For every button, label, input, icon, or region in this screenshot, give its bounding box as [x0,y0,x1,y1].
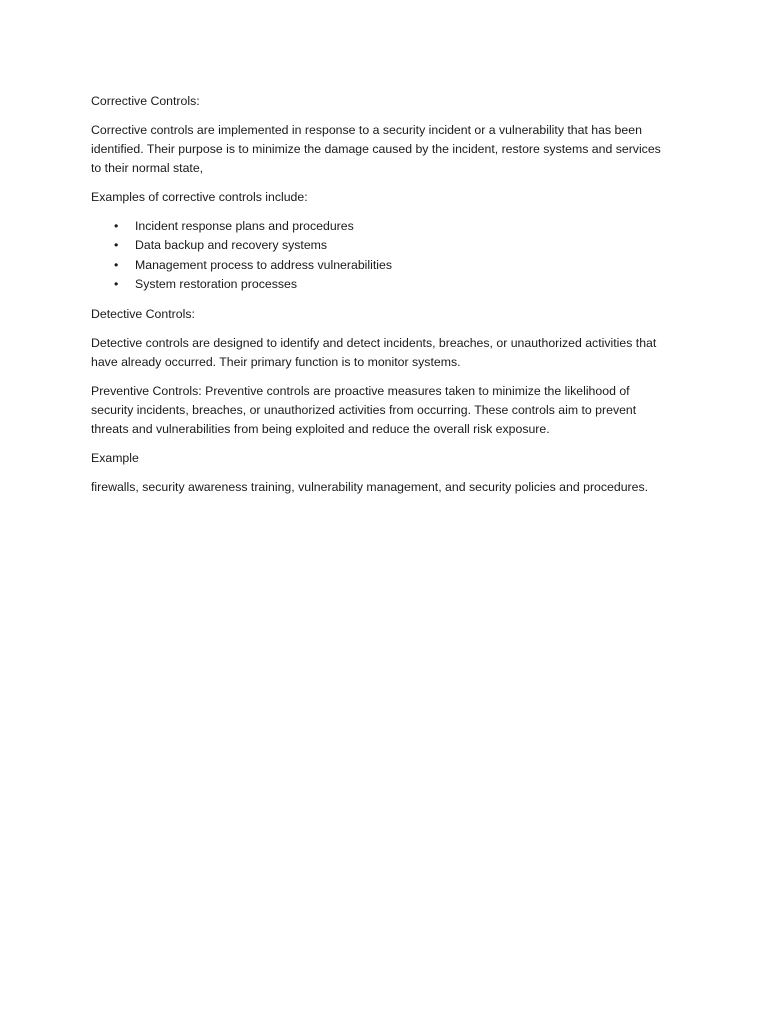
list-item [91,217,691,236]
corrective-examples-intro: Examples of corrective controls include: [91,190,308,204]
list-item-text: Management process to address vulnerabilities [135,257,393,272]
paragraph-line: Preventive Controls: Preventive controls are proactive measures taken to minimize the likelihood of [91,383,630,398]
corrective-examples-list [91,217,691,295]
detective-controls-paragraph [91,334,691,372]
bullet-icon: • [114,219,119,233]
paragraph-line: have already occurred. Their primary function is to monitor systems. [91,354,461,369]
paragraph-line: Detective controls are designed to identify and detect incidents, breaches, or unauthorized activities that [91,335,657,350]
list-item [91,236,691,255]
document-body [91,92,691,507]
paragraph-line: to their normal state, [91,161,204,175]
list-item-text: Data backup and recovery systems [135,238,328,253]
detective-controls-heading: Detective Controls: [91,306,195,321]
list-item-text: Incident response plans and procedures [135,219,354,233]
list-item [91,256,691,275]
paragraph-line: threats and vulnerabilities from being exploited and reduce the overall risk exposure. [91,421,550,436]
bullet-icon: • [114,257,119,272]
bullet-icon: • [114,277,119,292]
example-heading: Example [91,450,139,465]
bullet-icon: • [114,238,119,253]
corrective-controls-paragraph [91,121,691,178]
preventive-controls-paragraph [91,382,691,439]
paragraph-line: identified. Their purpose is to minimize the damage caused by the incident, restore systems and services [91,142,661,156]
list-item [91,275,691,294]
corrective-controls-heading: Corrective Controls: [91,94,200,108]
paragraph-line: Corrective controls are implemented in response to a security incident or a vulnerability that has been [91,123,642,137]
list-item-text: System restoration processes [135,277,297,292]
paragraph-line: security incidents, breaches, or unauthorized activities from occurring. These controls aim to prevent [91,402,637,417]
example-text: firewalls, security awareness training, vulnerability management, and security policies and procedures. [91,479,649,494]
